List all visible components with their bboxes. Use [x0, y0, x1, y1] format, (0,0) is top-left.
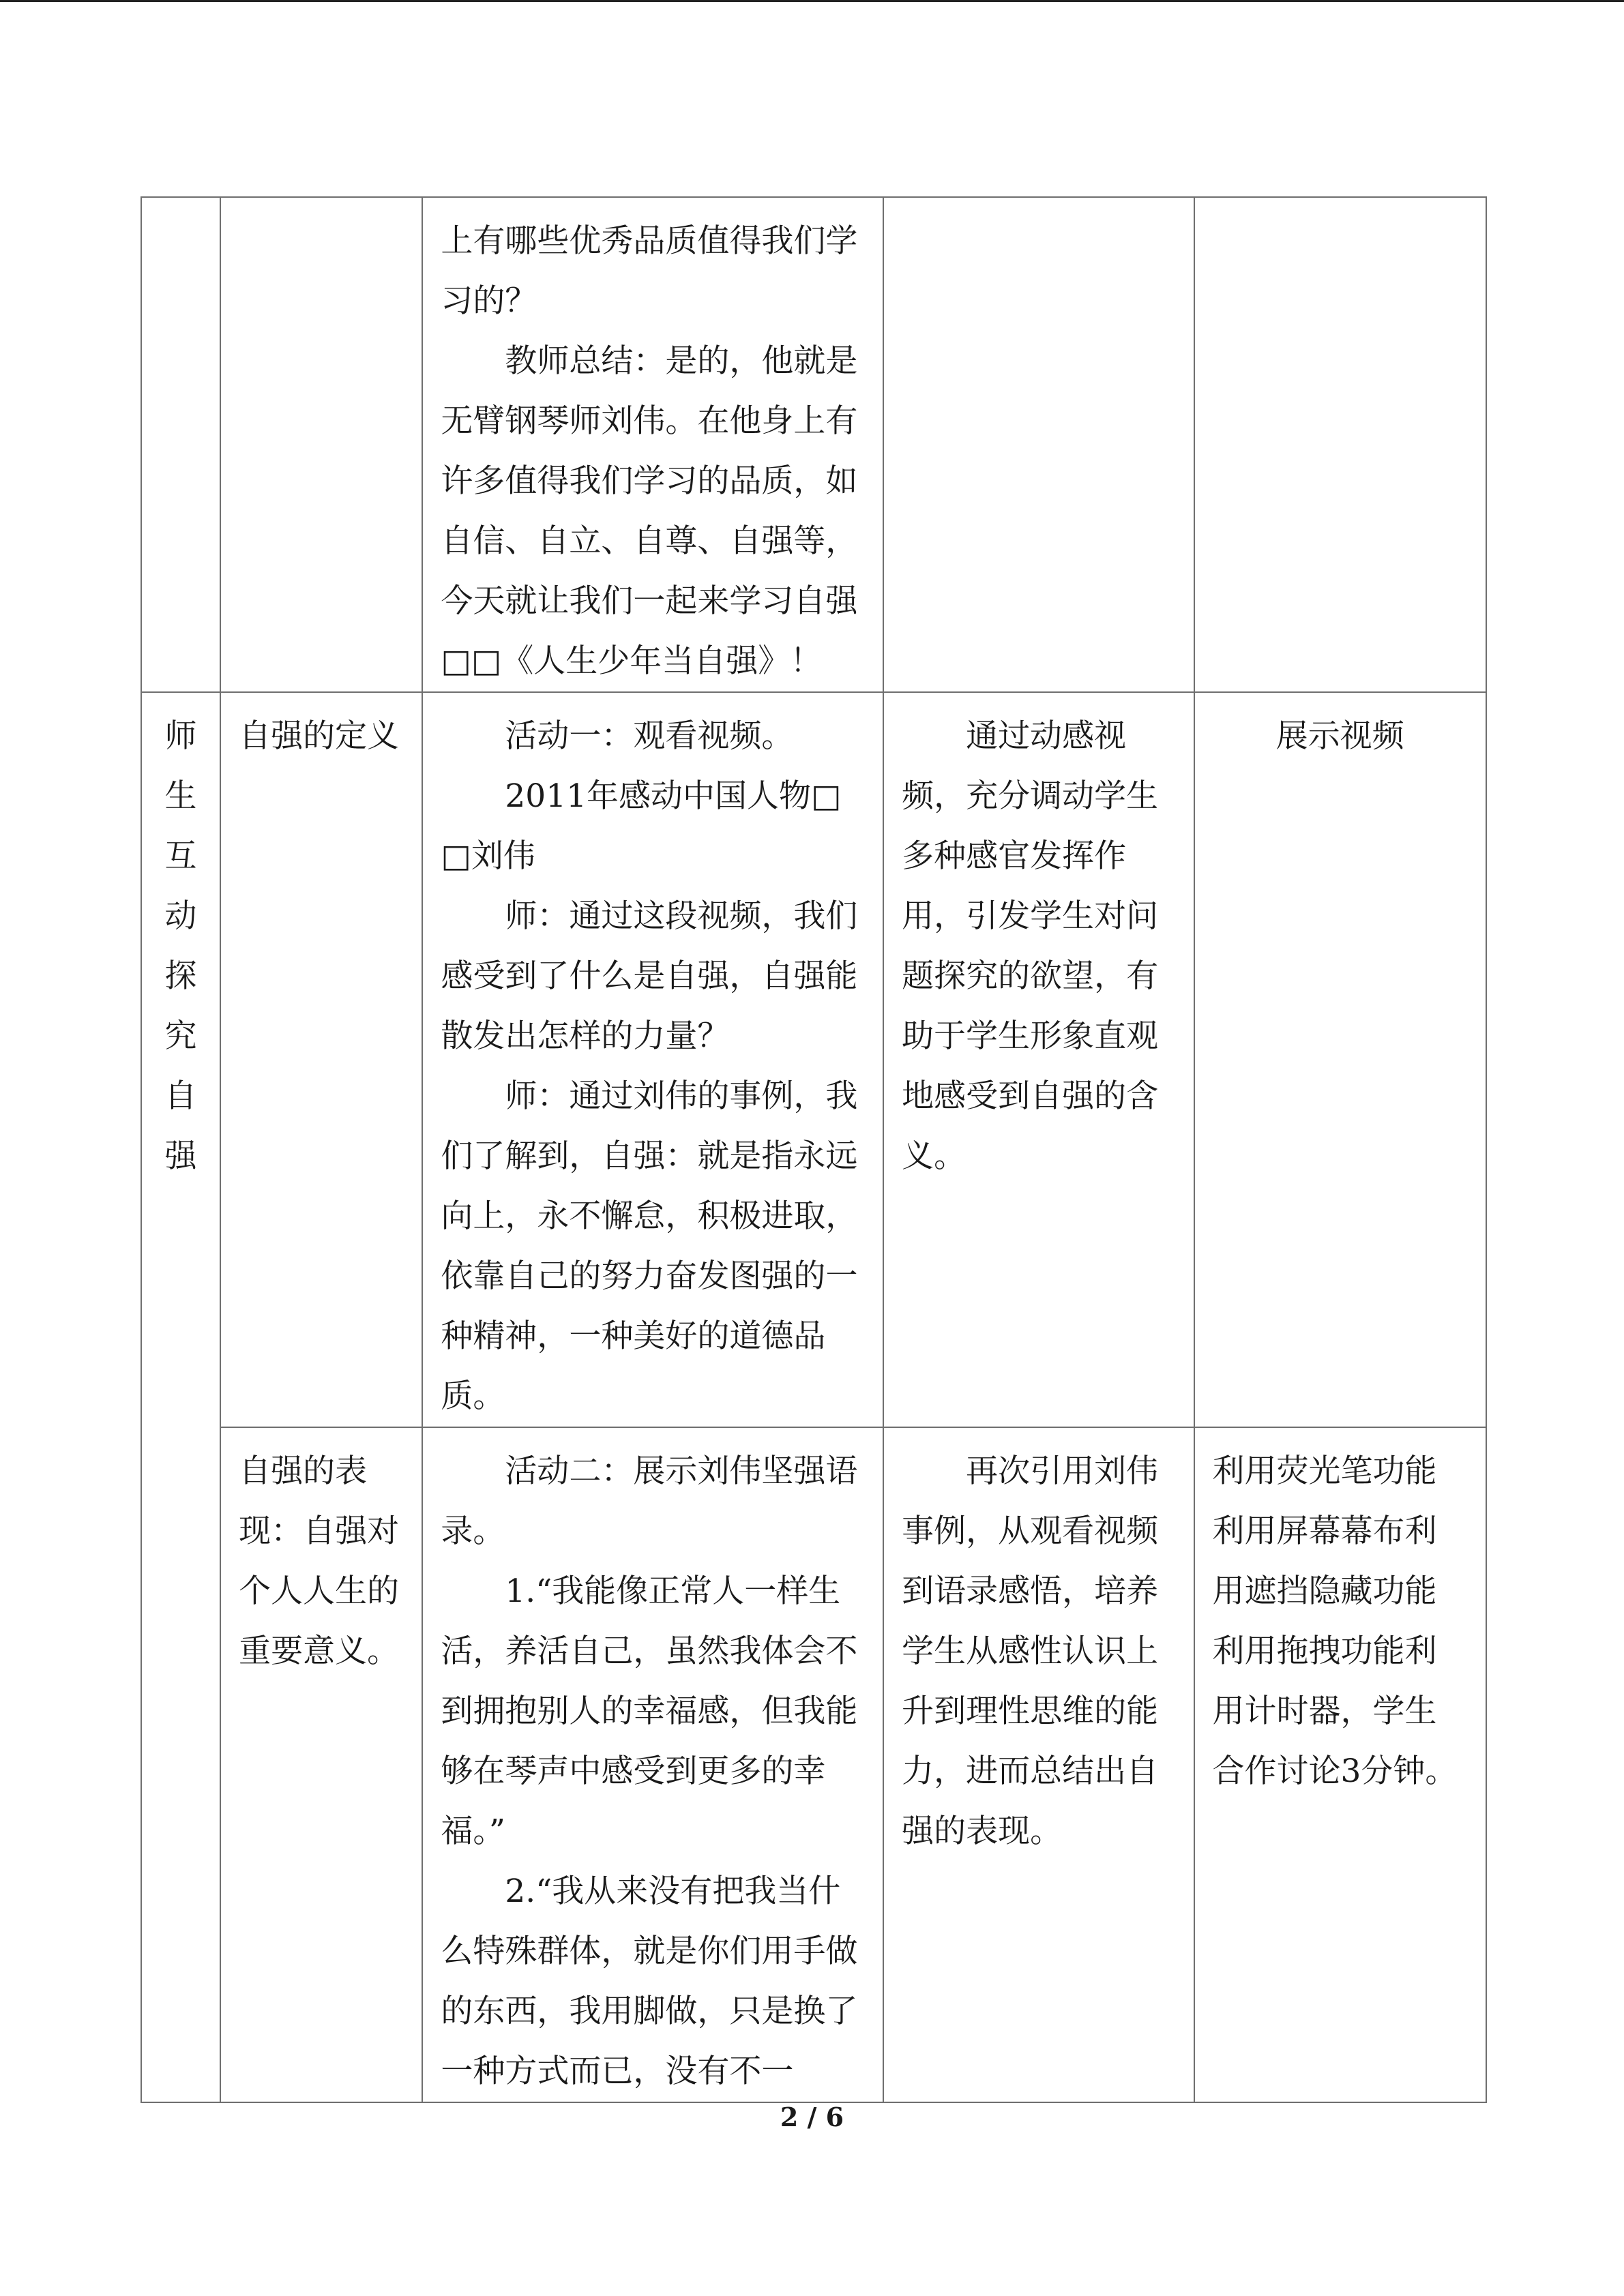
- section-char: 自: [164, 1077, 197, 1115]
- intent-cell: [883, 1427, 1194, 2102]
- topic-text: 自强的表现：自强对个人人生的重要意义。: [239, 1452, 400, 1670]
- section-title-cell: [141, 692, 220, 2102]
- topic-cell: [220, 197, 422, 692]
- content-paragraph: 活动一：观看视频。: [505, 717, 794, 755]
- section-char: 动: [164, 897, 197, 935]
- section-char: 探: [164, 957, 197, 995]
- content-paragraph: 师：通过刘伟的事例，我们了解到，自强：就是指永远向上，永不懈怠，积极进取，依靠自己的努力奋发图强的一种精神，一种美好的道德品质。: [441, 1077, 858, 1415]
- page-top-border: [0, 0, 1624, 2]
- section-cell: [141, 197, 220, 692]
- content-cell: [422, 692, 883, 1427]
- section-char: 师: [164, 717, 197, 755]
- tools-cell: [1194, 692, 1486, 1427]
- section-char: 究: [164, 1017, 197, 1055]
- page-number: 2 / 6: [780, 2102, 844, 2132]
- table-row: [141, 692, 1486, 1427]
- tools-text: 利用荧光笔功能利用屏幕幕布利用遮挡隐藏功能利用拖拽功能利用计时器，学生合作讨论3分钟。: [1212, 1452, 1458, 1790]
- section-char: 互: [164, 837, 197, 875]
- section-char: 生: [164, 777, 197, 815]
- topic-cell: [220, 1427, 422, 2102]
- intent-cell: [883, 692, 1194, 1427]
- content-paragraph: 2.“我从来没有把我当什么特殊群体，就是你们用手做的东西，我用脚做，只是换了一种方式而已，没有不一: [441, 1873, 858, 2090]
- intent-text: 通过动感视频，充分调动学生多种感官发挥作用，引发学生对问题探究的欲望，有助于学生形象直观地感受到自强的含义。: [902, 717, 1159, 1175]
- content-cell: [422, 1427, 883, 2102]
- table-row: [141, 1427, 1486, 2102]
- content-paragraph: 师：通过这段视频，我们感受到了什么是自强，自强能散发出怎样的力量？: [441, 897, 858, 1055]
- content-paragraph: 活动二：展示刘伟坚强语录。: [441, 1452, 858, 1550]
- lesson-plan-table: [141, 196, 1487, 2103]
- tools-text: 展示视频: [1275, 717, 1404, 755]
- topic-cell: [220, 692, 422, 1427]
- content-paragraph: 1.“我能像正常人一样生活，养活自己，虽然我体会不到拥抱别人的幸福感，但我能够在琴声中感受到更多的幸福。”: [441, 1572, 858, 1850]
- tools-cell: [1194, 197, 1486, 692]
- intent-cell: [883, 197, 1194, 692]
- content-paragraph: 教师总结：是的，他就是无臂钢琴师刘伟。在他身上有许多值得我们学习的品质，如自信、自立、自尊、自强等，今天就让我们一起来学习自强□□《人生少年当自强》！: [441, 342, 858, 680]
- content-cell: [422, 197, 883, 692]
- content-paragraph: 2011年感动中国人物□□刘伟: [441, 777, 842, 875]
- intent-text: 再次引用刘伟事例，从观看视频到语录感悟，培养学生从感性认识上升到理性思维的能力，进而总结出自强的表现。: [902, 1452, 1159, 1850]
- tools-cell: [1194, 1427, 1486, 2102]
- section-char: 强: [164, 1137, 197, 1175]
- table-row: [141, 197, 1486, 692]
- topic-text: 自强的定义: [239, 717, 400, 755]
- content-paragraph: 上有哪些优秀品质值得我们学习的？: [441, 222, 858, 320]
